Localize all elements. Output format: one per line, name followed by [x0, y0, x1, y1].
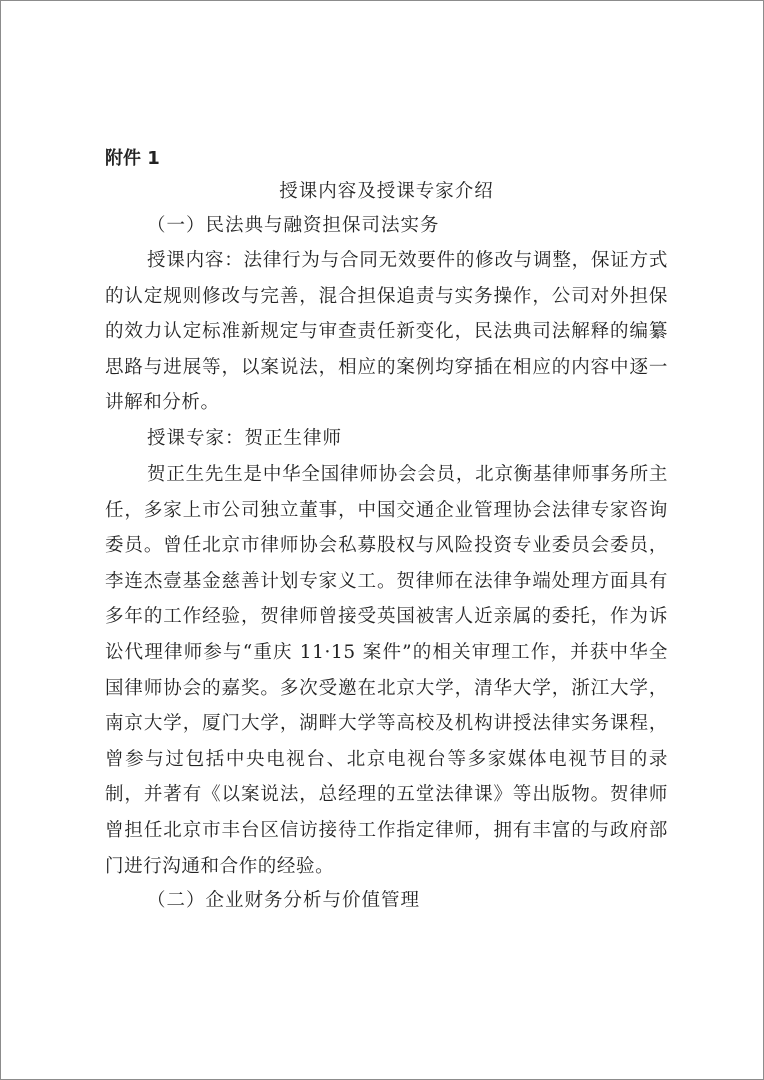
section-1-bio: 贺正生先生是中华全国律师协会会员，北京衡基律师事务所主任，多家上市公司独立董事，中国交通企业管理协会法律专家咨询委员。曾任北京市律师协会私募股权与风险投资专业委员会委员，李连杰壹基金慈善计划专家义工。贺律师在法律争端处理方面具有多年的工作经验，贺律师曾接受英国被害人近亲属的委托，作为诉讼代理律师参与“重庆 11·15 案件”的相关审理工作，并获中华全国律师协会的嘉奖。多次受邀在北京大学，清华大学，浙江大学，南京大学，厦门大学，湖畔大学等高校及机构讲授法律实务课程，曾参与过包括中央电视台、北京电视台等多家媒体电视节目的录制，并著有《以案说法，总经理的五堂法律课》等出版物。贺律师曾担任北京市丰台区信访接待工作指定律师，拥有丰富的与政府部门进行沟通和合作的经验。: [105, 463, 668, 877]
attachment-label: 附件 1: [105, 148, 160, 169]
section-1-expert: 授课专家：贺正生律师: [147, 427, 343, 449]
section-1-heading: （一）民法典与融资担保司法实务: [147, 215, 440, 236]
section-2-heading: （二）企业财务分析与价值管理: [147, 890, 421, 912]
section-1-content: 授课内容：法律行为与合同无效要件的修改与调整，保证方式的认定规则修改与完善，混合担保追责与实务操作，公司对外担保的效力认定标准新规定与审查责任新变化，民法典司法解释的编纂思路与进展等，以案说法，相应的案例均穿插在相应的内容中逐一讲解和分析。: [105, 250, 668, 414]
document-body: [105, 143, 668, 918]
document-title: 授课内容及授课专家介绍: [279, 181, 494, 202]
